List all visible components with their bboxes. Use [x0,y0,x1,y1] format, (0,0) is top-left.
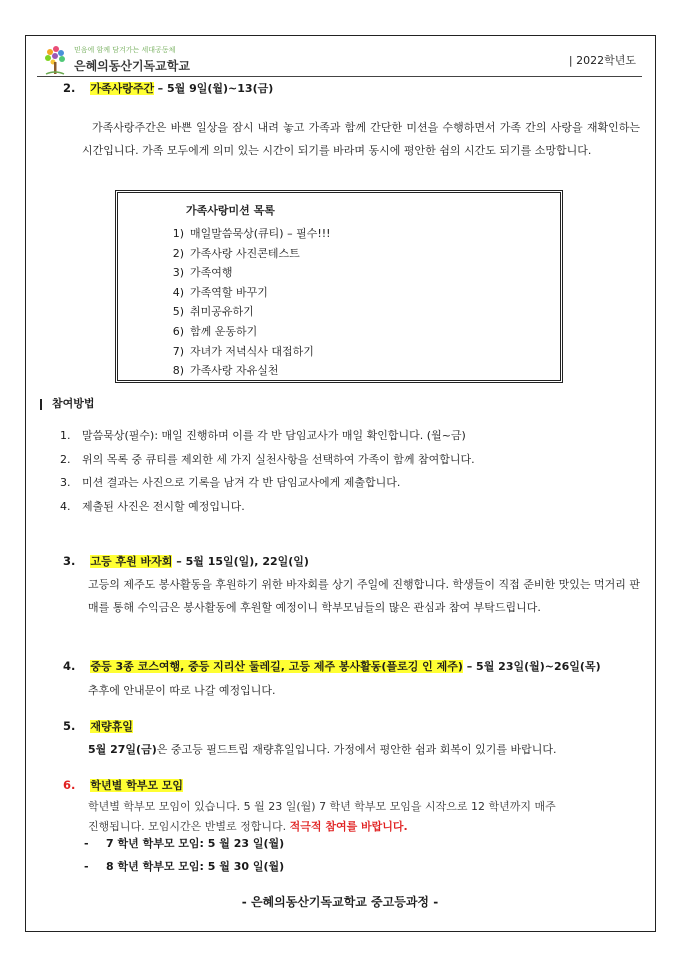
section-3-title: 고등 후원 바자회 [90,555,173,568]
list-item: 1) 매일말씀묵상(큐티) – 필수!!! [172,227,331,240]
list-item: 5) 취미공유하기 [172,305,254,319]
meeting-item: - 8 학년 학부모 모임: 5 월 30 일(월) [84,860,285,873]
section-3-body: 고등의 제주도 봉사활동을 후원하기 위한 바자회를 상기 주일에 진행합니다. 학생들이 직접 준비한 맛있는 먹거리 판매를 통해 수익금은 봉사활동에 후원할 예정이니 학부모님들의 많은 관심과 참여 부탁드립니다. [88,578,640,614]
list-item: 1. 말씀묵상(필수): 매일 진행하며 이를 각 반 담임교사가 매일 확인합니다. (월~금) [60,429,466,442]
section-6-heading: 6. 학년별 학부모 모임 [63,778,184,792]
list-item: 6) 함께 운동하기 [172,324,258,338]
tree-logo-icon [42,44,68,76]
list-item: 3) 가족여행 [172,266,233,280]
method-list [60,424,475,518]
section-3-heading: 3. 고등 후원 바자회 – 5월 15일(일), 22일(일) [63,554,309,568]
list-item: 2. 위의 목록 중 큐티를 제외한 세 가지 실천사항을 선택하여 가족이 함께 참여합니다. [60,452,475,466]
section-2-date: – 5월 9일(월)~13(금) [157,82,274,95]
footer-signature: - 은혜의동산기독교학교 중고등과정 - [241,895,439,909]
section-4-body: 추후에 안내문이 따로 나갈 예정입니다. [88,684,276,697]
list-item: 4. 제출된 사진은 전시할 예정입니다. [60,499,245,513]
section-2-intro: 가족사랑주간은 바쁜 일상을 잠시 내려 놓고 가족과 함께 간단한 미션을 수행하면서 가족 간의 사랑을 재확인하는 시간입니다. 가족 모두에게 의미 있는 시간이 되기를 바라며 동시에 평안한 쉼의 시간도 되기를 소망합니다. [82,121,640,157]
mission-list-box [115,190,563,383]
school-year: | 2022학년도 [568,54,636,67]
section-2-heading: 2. 가족사랑주간 – 5월 9일(월)~13(금) [63,81,274,95]
section-6-body: 학년별 학부모 모임이 있습니다. 5 월 23 일(월) 7 학년 학부모 모임을 시작으로 12 학년까지 매주 진행됩니다. 모임시간은 반별로 정합니다. 적극적 참여를 바랍니다. [88,800,556,833]
mission-list [158,224,331,381]
list-item: 4) 가족역할 바꾸기 [172,285,268,299]
list-item: 7) 자녀가 저녁식사 대접하기 [172,344,314,358]
bar-marker-icon [40,399,42,410]
logo-slogan: 믿음에 함께 담겨가는 세대공동체 [74,46,176,54]
section-4-date: – 5월 23일(월)~26일(목) [462,660,601,673]
logo-school-name: 은혜의동산기독교학교 [74,59,190,73]
meeting-item: - 7 학년 학부모 모임: 5 월 23 일(월) [84,837,285,850]
emphasis-text: 적극적 참여를 바랍니다. [289,820,408,833]
list-item: 3. 미션 결과는 사진으로 기록을 남겨 각 반 담임교사에게 제출합니다. [60,476,401,489]
section-2-title: 가족사랑주간 [90,82,155,95]
list-item: 8) 가족사랑 자유실천 [172,364,279,378]
list-item: 2) 가족사랑 사진콘테스트 [172,246,300,260]
section-4-heading: 4. 중등 3종 코스여행, 중등 지리산 둘레길, 고등 제주 봉사활동(플로깅 인 제주) – 5월 23일(월)~26일(목) [63,659,601,673]
section-3-date: – 5월 15일(일), 22일(일) [172,555,309,568]
section-6-title: 학년별 학부모 모임 [90,779,184,792]
method-heading: 참여방법 [40,392,95,415]
section-5-heading: 5. 재량휴일 [63,719,133,733]
section-4-title: 중등 3종 코스여행, 중등 지리산 둘레길, 고등 제주 봉사활동(플로깅 인 제주) [90,660,463,673]
school-logo [42,44,232,78]
section-5-body: 5월 27일(금)은 중고등 필드트립 재량휴일입니다. 가정에서 평안한 쉼과 회복이 있기를 바랍니다. [88,743,557,756]
section-5-title: 재량휴일 [90,720,133,733]
mission-list-title: 가족사랑미션 목록 [186,204,275,217]
